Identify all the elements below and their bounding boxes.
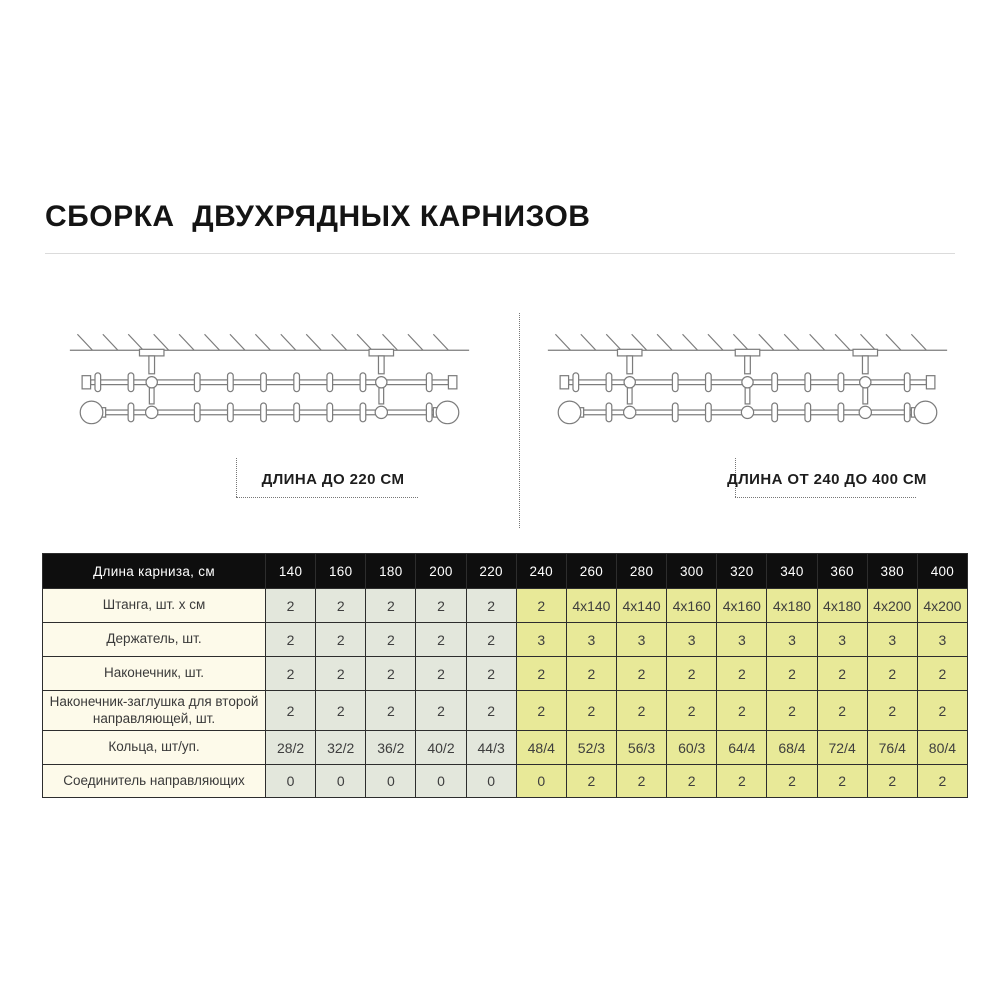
value-cell: 2 <box>867 765 917 798</box>
value-cell: 2 <box>466 657 516 691</box>
value-cell: 2 <box>817 657 867 691</box>
value-cell: 3 <box>516 623 566 657</box>
short-length-label: ДЛИНА ДО 220 СМ <box>261 471 405 488</box>
value-cell: 2 <box>667 765 717 798</box>
value-cell: 2 <box>316 657 366 691</box>
value-cell: 2 <box>516 691 566 731</box>
value-cell: 44/3 <box>466 731 516 765</box>
header-column-cell: 160 <box>316 554 366 589</box>
value-cell: 3 <box>667 623 717 657</box>
header-column-cell: 320 <box>717 554 767 589</box>
header-column-cell: 380 <box>867 554 917 589</box>
table-row <box>43 765 968 798</box>
value-cell: 3 <box>917 623 967 657</box>
value-cell: 2 <box>266 623 316 657</box>
value-cell: 3 <box>817 623 867 657</box>
value-cell: 2 <box>366 623 416 657</box>
value-cell: 2 <box>767 765 817 798</box>
header-column-cell: 140 <box>266 554 316 589</box>
value-cell: 2 <box>266 589 316 623</box>
value-cell: 2 <box>316 589 366 623</box>
value-cell: 2 <box>817 691 867 731</box>
value-cell: 2 <box>366 691 416 731</box>
table-row <box>43 731 968 765</box>
value-cell: 2 <box>316 623 366 657</box>
header-row <box>43 554 968 589</box>
header-column-cell: 240 <box>516 554 566 589</box>
diagrams-divider-dotted-line <box>519 313 520 528</box>
row-label-cell: Наконечник-заглушка для второй направляющей, шт. <box>43 691 266 731</box>
value-cell: 2 <box>416 691 466 731</box>
parts-table <box>42 553 968 798</box>
table-row <box>43 691 968 731</box>
value-cell: 2 <box>667 691 717 731</box>
value-cell: 2 <box>717 765 767 798</box>
value-cell: 72/4 <box>817 731 867 765</box>
value-cell: 2 <box>416 589 466 623</box>
parts-table-header <box>43 554 968 589</box>
row-label-cell: Наконечник, шт. <box>43 657 266 691</box>
header-column-cell: 220 <box>466 554 516 589</box>
value-cell: 2 <box>416 657 466 691</box>
value-cell: 0 <box>266 765 316 798</box>
value-cell: 0 <box>416 765 466 798</box>
row-label-cell: Держатель, шт. <box>43 623 266 657</box>
value-cell: 2 <box>266 657 316 691</box>
value-cell: 4x140 <box>566 589 616 623</box>
header-column-cell: 340 <box>767 554 817 589</box>
value-cell: 2 <box>366 589 416 623</box>
long-cornice-diagram <box>540 322 955 435</box>
value-cell: 2 <box>416 623 466 657</box>
row-label-cell: Штанга, шт. х см <box>43 589 266 623</box>
value-cell: 2 <box>717 691 767 731</box>
value-cell: 3 <box>867 623 917 657</box>
header-column-cell: 300 <box>667 554 717 589</box>
short-length-callout-vline <box>236 458 237 497</box>
value-cell: 2 <box>867 657 917 691</box>
value-cell: 0 <box>366 765 416 798</box>
value-cell: 2 <box>817 765 867 798</box>
header-column-cell: 360 <box>817 554 867 589</box>
value-cell: 4x160 <box>667 589 717 623</box>
value-cell: 2 <box>516 657 566 691</box>
value-cell: 2 <box>266 691 316 731</box>
value-cell: 2 <box>566 691 616 731</box>
value-cell: 36/2 <box>366 731 416 765</box>
value-cell: 68/4 <box>767 731 817 765</box>
header-label-cell: Длина карниза, см <box>43 554 266 589</box>
header-column-cell: 280 <box>616 554 666 589</box>
row-label-cell: Соединитель направляющих <box>43 765 266 798</box>
value-cell: 52/3 <box>566 731 616 765</box>
short-cornice-diagram <box>62 322 477 435</box>
value-cell: 2 <box>566 657 616 691</box>
value-cell: 2 <box>767 691 817 731</box>
value-cell: 60/3 <box>667 731 717 765</box>
value-cell: 2 <box>466 691 516 731</box>
value-cell: 2 <box>917 765 967 798</box>
value-cell: 3 <box>717 623 767 657</box>
title-divider <box>45 253 955 254</box>
table-row <box>43 657 968 691</box>
value-cell: 4x140 <box>616 589 666 623</box>
value-cell: 3 <box>616 623 666 657</box>
value-cell: 0 <box>316 765 366 798</box>
value-cell: 0 <box>466 765 516 798</box>
value-cell: 4x180 <box>817 589 867 623</box>
value-cell: 4x200 <box>867 589 917 623</box>
value-cell: 32/2 <box>316 731 366 765</box>
value-cell: 56/3 <box>616 731 666 765</box>
parts-table-body <box>43 589 968 798</box>
value-cell: 2 <box>616 691 666 731</box>
value-cell: 2 <box>867 691 917 731</box>
table-row <box>43 623 968 657</box>
value-cell: 48/4 <box>516 731 566 765</box>
value-cell: 28/2 <box>266 731 316 765</box>
value-cell: 64/4 <box>717 731 767 765</box>
value-cell: 4x180 <box>767 589 817 623</box>
value-cell: 2 <box>566 765 616 798</box>
value-cell: 2 <box>917 691 967 731</box>
row-label-cell: Кольца, шт/уп. <box>43 731 266 765</box>
value-cell: 2 <box>516 589 566 623</box>
value-cell: 40/2 <box>416 731 466 765</box>
value-cell: 80/4 <box>917 731 967 765</box>
value-cell: 2 <box>616 657 666 691</box>
header-column-cell: 260 <box>566 554 616 589</box>
header-column-cell: 400 <box>917 554 967 589</box>
value-cell: 4x200 <box>917 589 967 623</box>
value-cell: 3 <box>767 623 817 657</box>
value-cell: 2 <box>917 657 967 691</box>
page-title: СБОРКА ДВУХРЯДНЫХ КАРНИЗОВ <box>45 200 591 233</box>
long-length-callout-hline <box>735 497 916 498</box>
value-cell: 2 <box>366 657 416 691</box>
table-row <box>43 589 968 623</box>
value-cell: 0 <box>516 765 566 798</box>
header-column-cell: 180 <box>366 554 416 589</box>
value-cell: 2 <box>767 657 817 691</box>
short-length-callout-hline <box>236 497 418 498</box>
value-cell: 2 <box>616 765 666 798</box>
header-column-cell: 200 <box>416 554 466 589</box>
value-cell: 2 <box>466 589 516 623</box>
value-cell: 2 <box>466 623 516 657</box>
value-cell: 2 <box>316 691 366 731</box>
value-cell: 76/4 <box>867 731 917 765</box>
value-cell: 2 <box>667 657 717 691</box>
value-cell: 4x160 <box>717 589 767 623</box>
long-length-label: ДЛИНА ОТ 240 ДО 400 СМ <box>727 471 927 488</box>
value-cell: 3 <box>566 623 616 657</box>
value-cell: 2 <box>717 657 767 691</box>
